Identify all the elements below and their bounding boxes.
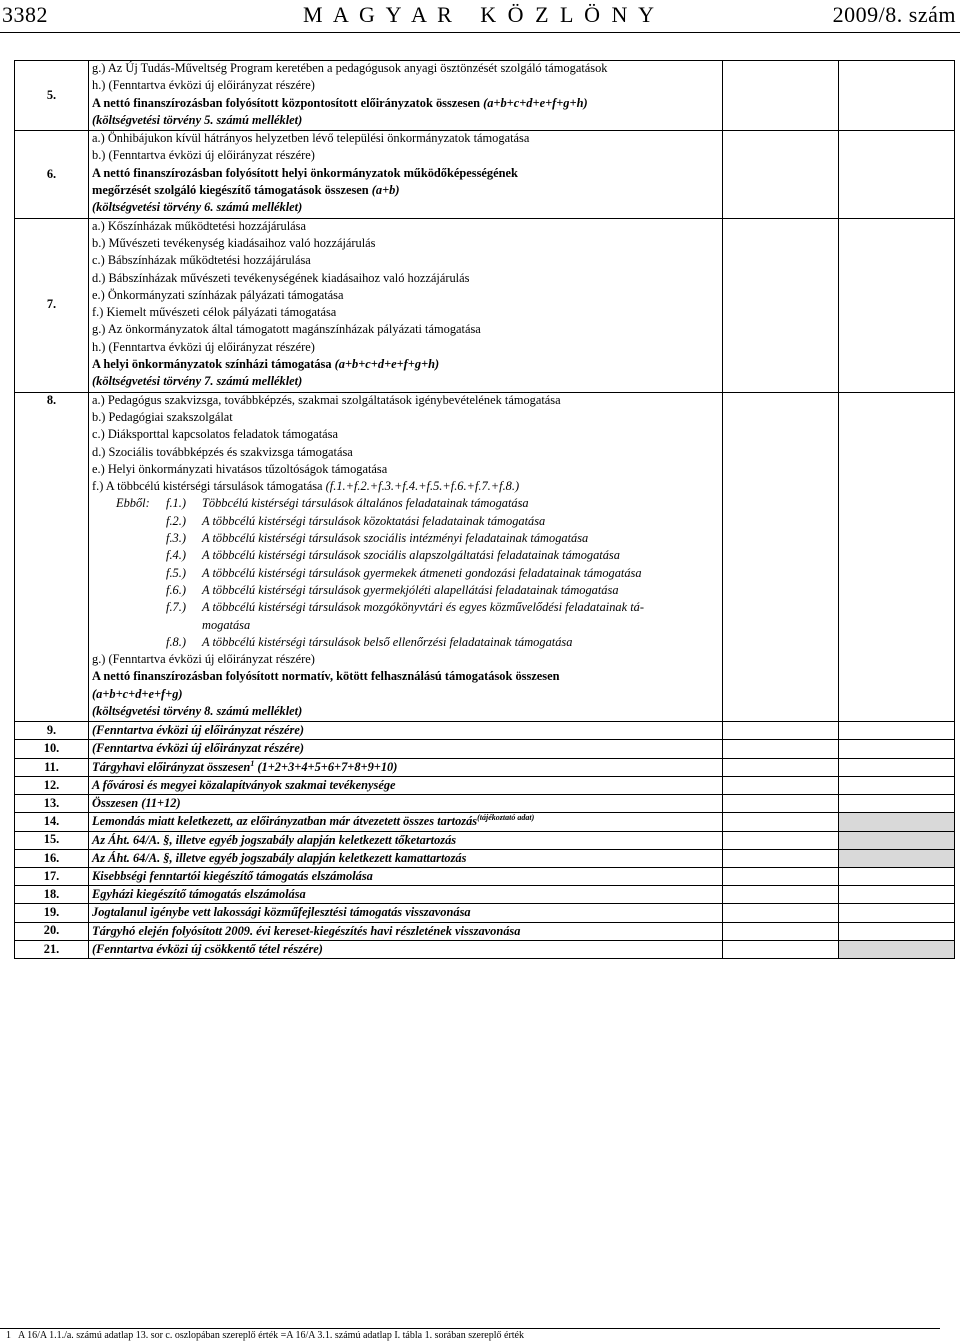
row-number: 17. (15, 867, 89, 885)
value-cell (723, 904, 839, 922)
footnote-marker: (tájékoztató adat) (477, 813, 535, 823)
value-cell (723, 776, 839, 794)
row-text: Az Áht. 64/A. §, illetve egyéb jogszabály alapján keletkezett tőketartozás (89, 831, 723, 849)
value-cell (839, 849, 955, 867)
value-cell (723, 940, 839, 958)
issue-number: 2009/8. szám (832, 2, 956, 27)
item-line: a.) Önhibájukon kívül hátrányos helyzetben lévő települési önkormányzatok támogatása (92, 131, 530, 146)
sub-item: f.8.) A többcélú kistérségi társulások belső ellenőrzési feladatainak támogatása (166, 634, 573, 649)
sub-item: Ebből: f.1.) Többcélú kistérségi társulások általános feladatainak támogatása (116, 496, 529, 511)
sub-item: f.2.) A többcélú kistérségi társulások közoktatási feladatainak támogatása (166, 513, 546, 528)
footnote-rule (0, 1328, 940, 1329)
item-line: h.) (Fenntartva évközi új előirányzat részére) (92, 339, 315, 354)
law-reference: (költségvetési törvény 7. számú melléklet) (92, 374, 303, 389)
sub-item: f.6.) A többcélú kistérségi társulások gyermekjóléti alapellátási feladatainak támogatása (166, 582, 619, 597)
value-cell (723, 831, 839, 849)
value-cell (723, 131, 839, 218)
row-number: 5. (15, 61, 89, 131)
value-cell (839, 758, 955, 776)
total-line: A nettó finanszírozásban folyósított központosított előirányzatok összesen (a+b+c+d+e+f+g+h) (92, 95, 588, 110)
law-reference: (költségvetési törvény 6. számú melléklet) (92, 200, 303, 215)
value-cell (723, 795, 839, 813)
sub-item: f.7.) A többcélú kistérségi társulások mozgókönyvtári és egyes közművelődési feladatainak tá- (166, 600, 644, 615)
value-cell (839, 392, 955, 722)
total-formula: (a+b+c+d+e+f+g) (92, 686, 183, 701)
table-row (15, 758, 955, 776)
row-number: 19. (15, 904, 89, 922)
page-number: 3382 (2, 2, 48, 27)
sub-item: mogatása (202, 617, 251, 632)
table-row-block8 (15, 392, 955, 722)
table-row (15, 849, 955, 867)
row-text: Az Áht. 64/A. §, illetve egyéb jogszabály alapján keletkezett kamattartozás (89, 849, 723, 867)
row-text (89, 218, 723, 392)
budget-table (14, 60, 955, 959)
table-row (15, 886, 955, 904)
item-line: a.) Pedagógus szakvizsga, továbbképzés, szakmai szolgáltatások igénybevételének támogatása (92, 392, 561, 407)
sub-item: f.3.) A többcélú kistérségi társulások szociális intézményi feladatainak támogatása (166, 531, 589, 546)
value-cell (839, 131, 955, 218)
item-line: h.) (Fenntartva évközi új előirányzat részére) (92, 78, 315, 93)
footnote-marker: 1 (250, 758, 255, 768)
row-number: 20. (15, 922, 89, 940)
row-text: A fővárosi és megyei közalapítványok szakmai tevékenysége (89, 776, 723, 794)
value-cell (723, 886, 839, 904)
law-reference: (költségvetési törvény 8. számú melléklet) (92, 703, 303, 718)
row-text: (Fenntartva évközi új előirányzat részére) (89, 740, 723, 758)
item-line: f.) Kiemelt művészeti célok pályázati támogatása (92, 305, 337, 320)
item-line: d.) Szociális továbbképzés és szakvizsga támogatása (92, 444, 353, 459)
item-line: c.) Diáksporttal kapcsolatos feladatok támogatása (92, 427, 339, 442)
table-row (15, 740, 955, 758)
item-line: d.) Bábszínházak művészeti tevékenységének kiadásaihoz való hozzájárulás (92, 270, 470, 285)
row-number: 10. (15, 740, 89, 758)
row-text (89, 392, 723, 722)
total-line: A nettó finanszírozásban folyósított helyi önkormányzatok működőképességének (92, 165, 518, 180)
row-number: 18. (15, 886, 89, 904)
sub-item: f.5.) A többcélú kistérségi társulások gyermekek átmeneti gondozási feladatainak támogatása (166, 565, 642, 580)
value-cell (839, 904, 955, 922)
journal-title: M A G Y A R K Ö Z L Ö N Y (303, 2, 657, 27)
item-line: g.) Az önkormányzatok által támogatott magánszínházak pályázati támogatása (92, 322, 481, 337)
value-cell (723, 218, 839, 392)
value-cell (839, 776, 955, 794)
value-cell (839, 61, 955, 131)
value-cell (723, 61, 839, 131)
row-text: Egyházi kiegészítő támogatás elszámolása (89, 886, 723, 904)
table-row (15, 722, 955, 740)
value-cell (839, 813, 955, 831)
value-cell (723, 740, 839, 758)
table-row (15, 831, 955, 849)
item-line: b.) Művészeti tevékenység kiadásaihoz való hozzájárulás (92, 235, 376, 250)
row-number: 8. (15, 392, 89, 722)
row-number: 9. (15, 722, 89, 740)
row-number: 6. (15, 131, 89, 218)
value-cell (723, 392, 839, 722)
value-cell (839, 740, 955, 758)
total-line: megőrzését szolgáló kiegészítő támogatások összesen (a+b) (92, 183, 400, 198)
row-number: 13. (15, 795, 89, 813)
item-line: e.) Helyi önkormányzati hivatásos tűzoltóságok támogatása (92, 461, 388, 476)
table-row-block6 (15, 131, 955, 218)
value-cell (723, 758, 839, 776)
row-number: 14. (15, 813, 89, 831)
item-line: e.) Önkormányzati színházak pályázati támogatása (92, 287, 344, 302)
row-text: Kisebbségi fenntartói kiegészítő támogatás elszámolása (89, 867, 723, 885)
row-text: Összesen (11+12) (89, 795, 723, 813)
value-cell (723, 813, 839, 831)
value-cell (839, 795, 955, 813)
row-text: Jogtalanul igénybe vett lakossági közműfejlesztési támogatás visszavonása (89, 904, 723, 922)
table-row (15, 922, 955, 940)
row-number: 12. (15, 776, 89, 794)
total-line: A nettó finanszírozásban folyósított normatív, kötött felhasználású támogatások összesen (92, 669, 560, 684)
page-header (0, 0, 960, 40)
row-text: Lemondás miatt keletkezett, az előirányzatban már átvezetett összes tartozás$^{(tájékoztató adat)}$ (89, 813, 723, 831)
row-text (89, 61, 723, 131)
value-cell (723, 867, 839, 885)
value-cell (723, 922, 839, 940)
item-line: g.) Az Új Tudás-Műveltség Program keretében a pedagógusok anyagi ösztönzését szolgáló támogatások (92, 61, 608, 75)
row-number: 7. (15, 218, 89, 392)
table-row (15, 904, 955, 922)
value-cell (723, 722, 839, 740)
row-number: 21. (15, 940, 89, 958)
value-cell (839, 922, 955, 940)
row-text: Tárgyhó elején folyósított 2009. évi kereset-kiegészítés havi részletének visszavonása (89, 922, 723, 940)
law-reference: (költségvetési törvény 5. számú melléklet) (92, 112, 303, 127)
footnote: 1 A 16/A 1.1./a. számú adatlap 13. sor c. oszlopában szereplő érték =A 16/A 3.1. számú adatlap I. tábla 1. sorában szereplő érték (6, 1330, 524, 1341)
table-row (15, 813, 955, 831)
row-number: 16. (15, 849, 89, 867)
table-row-block7 (15, 218, 955, 392)
item-line: g.) (Fenntartva évközi új előirányzat részére) (92, 652, 315, 667)
total-line: A helyi önkormányzatok színházi támogatása (a+b+c+d+e+f+g+h) (92, 357, 440, 372)
value-cell (839, 722, 955, 740)
item-line: b.) (Fenntartva évközi új előirányzat részére) (92, 148, 315, 163)
item-line: a.) Kőszínházak működtetési hozzájárulása (92, 218, 306, 233)
row-number: 11. (15, 758, 89, 776)
row-text: (Fenntartva évközi új előirányzat részére) (89, 722, 723, 740)
item-line: c.) Bábszínházak működtetési hozzájárulása (92, 253, 311, 268)
table-row (15, 795, 955, 813)
value-cell (839, 831, 955, 849)
value-cell (723, 849, 839, 867)
row-text (89, 131, 723, 218)
table-row (15, 940, 955, 958)
sub-item: f.4.) A többcélú kistérségi társulások szociális alapszolgáltatási feladatainak támogatása (166, 548, 620, 563)
row-text: Tárgyhavi előirányzat összesen$^1$ (1+2+3+4+5+6+7+8+9+10) (89, 758, 723, 776)
item-line: f.) A többcélú kistérségi társulások támogatása (f.1.+f.2.+f.3.+f.4.+f.5.+f.6.+f.7.+f.8.) (92, 479, 520, 494)
table-row (15, 776, 955, 794)
value-cell (839, 886, 955, 904)
table-row (15, 867, 955, 885)
table-row-block5 (15, 61, 955, 131)
value-cell (839, 867, 955, 885)
row-text: (Fenntartva évközi új csökkentő tétel részére) (89, 940, 723, 958)
value-cell (839, 940, 955, 958)
row-number: 15. (15, 831, 89, 849)
item-line: b.) Pedagógiai szakszolgálat (92, 409, 233, 424)
header-rule (0, 32, 960, 33)
value-cell (839, 218, 955, 392)
